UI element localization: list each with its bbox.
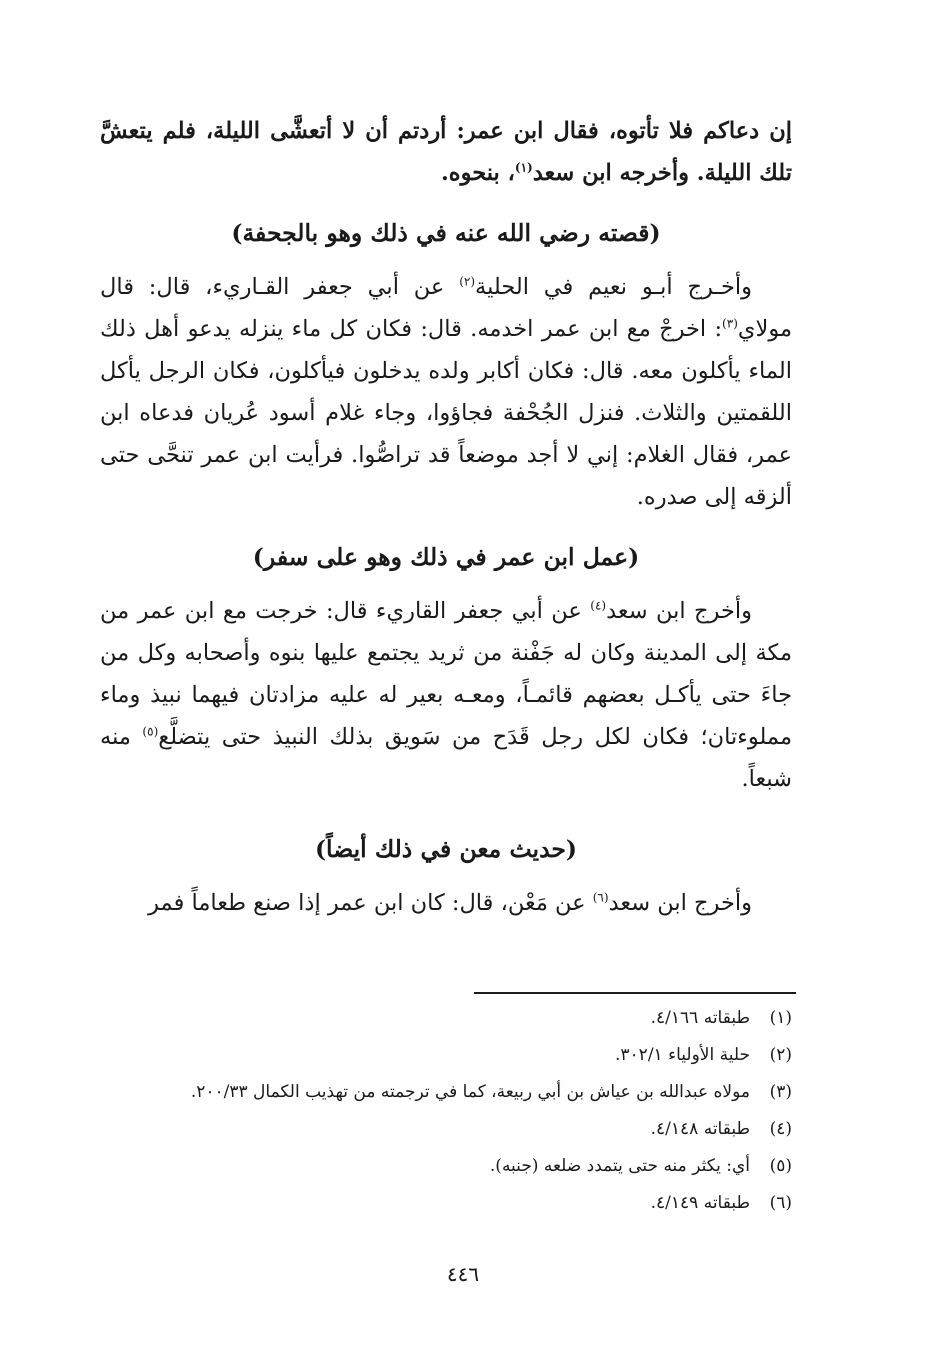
footnote-text: طبقاته ٤/١٤٩.: [650, 1193, 750, 1213]
footnote-divider: [474, 992, 796, 994]
text-run: عن أبي جعفر القاريء قال: خرجت مع ابن عمر من مكة إلى المدينة وكان له جَفْنة من ثريد يجتمع عليها بنوه وأصحابه وكل من جاءَ حتى يأكـل بعضهم قائمـاً، ومعـه بعير له عليه مزادتان فيهما نبيذ وماء مملوءتان؛ فكان لكل رجل قَدَح من سَويق بذلك النبيذ حتى يتضلَّع: [100, 598, 792, 750]
section-heading-maan: (حديث معن في ذلك أيضاً): [314, 835, 578, 863]
footnote-marker-5[interactable]: (٥): [142, 724, 159, 739]
page-number: ٤٤٦: [446, 1262, 480, 1286]
footnote-item: [100, 1119, 792, 1156]
paragraph-2: [100, 266, 792, 518]
footnote-marker-4[interactable]: (٤): [590, 598, 607, 613]
text-run: عن أبي جعفر القـاريء، قال: قال مولاي: [100, 274, 792, 342]
footnote-marker-2[interactable]: (٢): [459, 274, 476, 289]
footnote-number: (١): [769, 1008, 792, 1028]
footnotes: [100, 1008, 792, 1230]
footnote-item: [100, 1082, 792, 1119]
section-heading-travel: (عمل ابن عمر في ذلك وهو على سفر): [252, 543, 640, 571]
text-run: وأخـرج أبـو نعيم في الحلية: [475, 274, 753, 300]
footnote-number: (٦): [769, 1193, 792, 1213]
footnote-marker-6[interactable]: (٦): [592, 890, 609, 905]
footnote-number: (٣): [769, 1082, 792, 1102]
footnote-text: حلية الأولياء ٣٠٢/١.: [615, 1045, 750, 1065]
footnote-item: [100, 1008, 792, 1045]
section-heading-juhfa: (قصته رضي الله عنه في ذلك وهو بالجحفة): [231, 219, 661, 247]
text-run: وأخرج ابن سعد: [606, 598, 752, 624]
paragraph-1: [100, 110, 792, 194]
footnote-number: (٢): [769, 1045, 792, 1065]
footnote-number: (٥): [769, 1156, 792, 1176]
footnote-text: أي: يكثر منه حتى يتمدد ضلعه (جنبه).: [489, 1156, 750, 1176]
text-run: منه شبعاً.: [100, 724, 792, 792]
footnote-text: مولاه عبدالله بن عياش بن أبي ربيعة، كما في ترجمته من تهذيب الكمال ٢٠٠/٣٣.: [190, 1082, 750, 1102]
paragraph-3: [100, 590, 792, 800]
footnote-marker-1[interactable]: (١): [514, 160, 533, 175]
footnote-item: [100, 1045, 792, 1082]
paragraph-4: [100, 882, 792, 924]
footnote-item: [100, 1156, 792, 1193]
footnote-marker-3[interactable]: (٣): [722, 316, 738, 331]
text-run: : اخرجْ مع ابن عمر اخدمه. قال: فكان كل ماء ينزله يدعو أهل ذلك الماء يأكلون معه. قال: فكان أكابر ولده يدخلون فيأكلون، فكان الرجل يأكل اللقمتين والثلاث. فنزل الجُحْفة فجاؤوا، وجاء غلام أسود عُريان فدعاه ابن عمر، فقال الغلام: إني لا أجد موضعاً قد تراصُّوا. فرأيت ابن عمر تنحَّى حتى ألزقه إلى صدره.: [100, 316, 792, 510]
text-run: وأخرج ابن سعد: [608, 890, 752, 916]
text-run: إن دعاكم فلا تأتوه، فقال ابن عمر: أردتم أن لا أتعشَّى الليلة، فلم يتعشَّ تلك الليلة. وأخرجه ابن سعد: [100, 118, 792, 186]
text-run: عن مَعْن، قال: كان ابن عمر إذا صنع طعاماً فمر: [148, 890, 593, 916]
page-body: [100, 110, 792, 924]
footnote-text: طبقاته ٤/١٤٨.: [650, 1119, 750, 1139]
footnote-item: [100, 1193, 792, 1230]
text-run: ، بنحوه.: [440, 160, 515, 186]
footnote-number: (٤): [769, 1119, 792, 1139]
footnote-text: طبقاته ٤/١٦٦.: [650, 1008, 750, 1028]
